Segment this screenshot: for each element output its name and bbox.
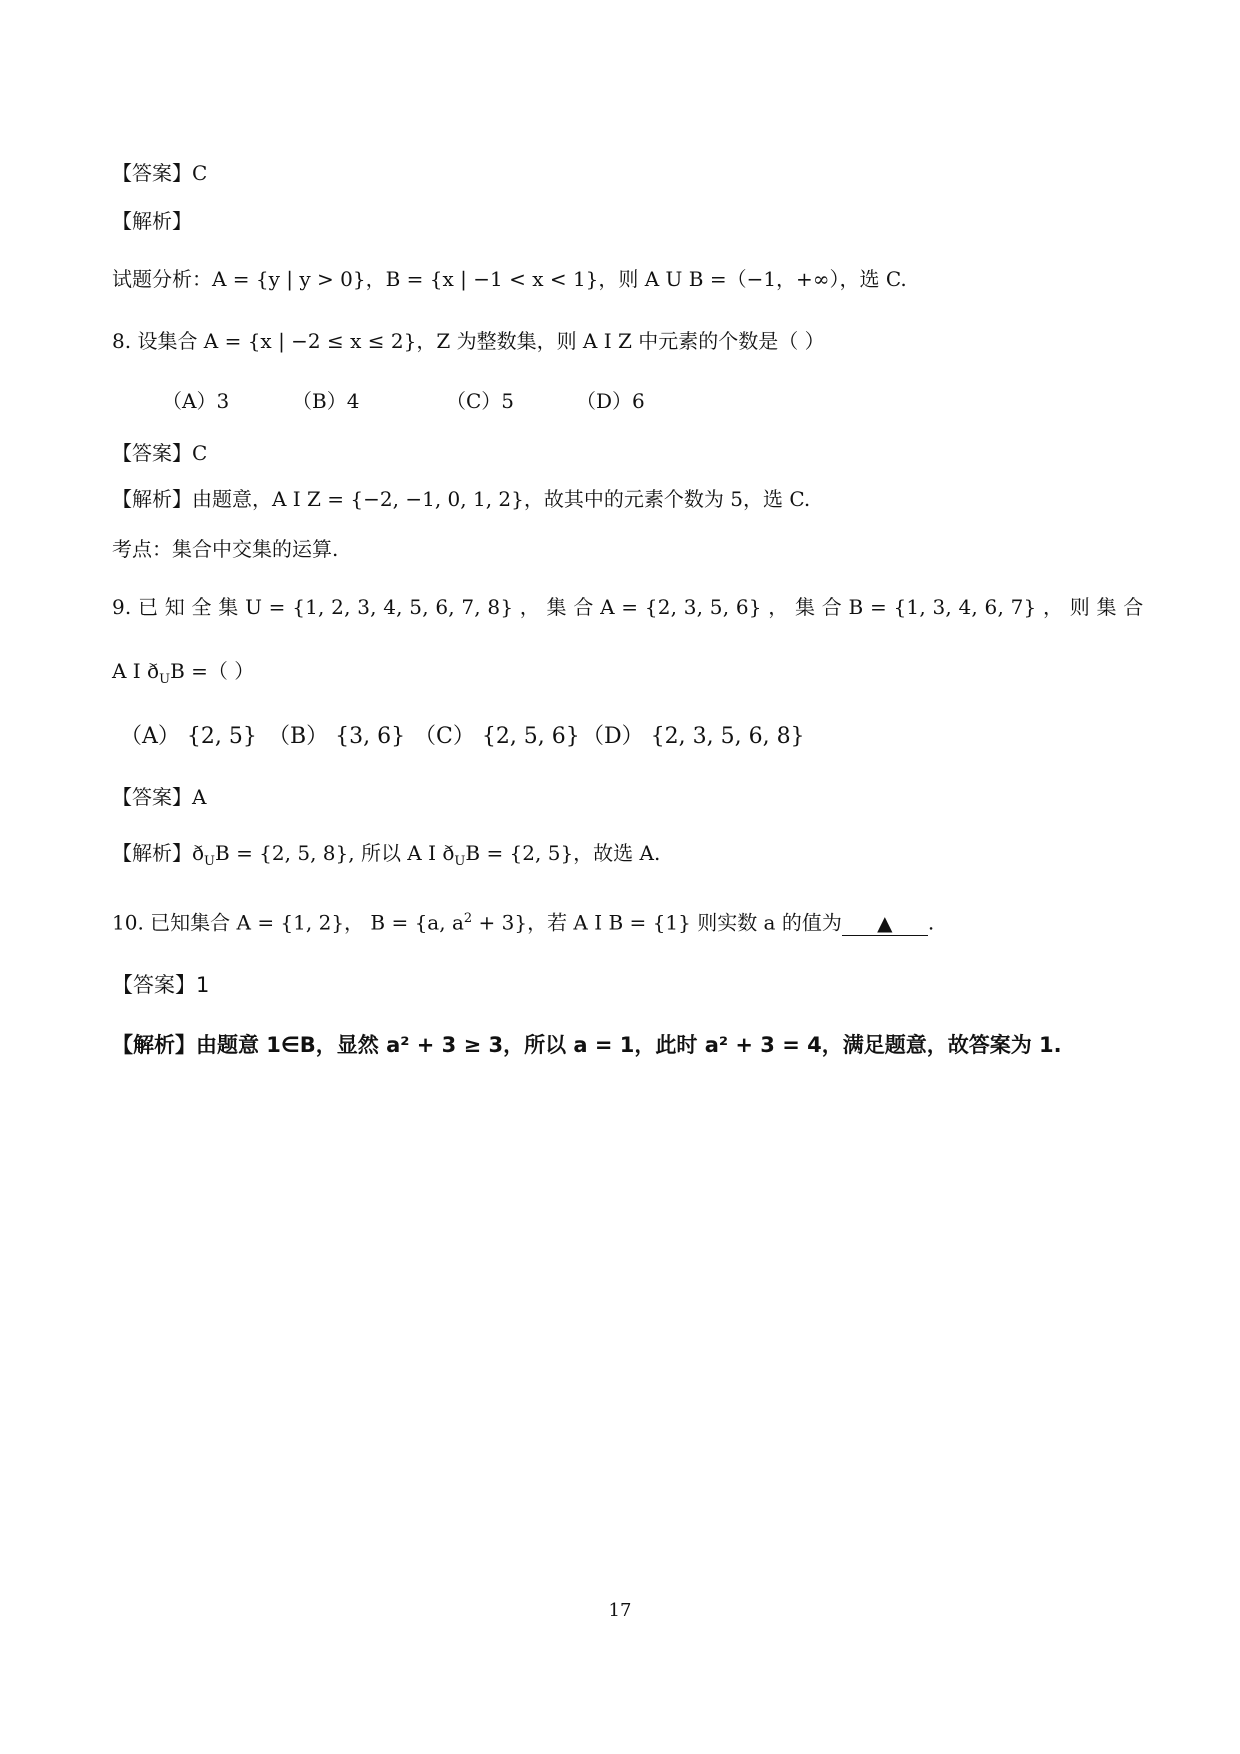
q10-part-c: . — [927, 910, 935, 935]
question-10 — [112, 904, 934, 938]
jx9-sub-2: U — [454, 854, 466, 869]
option-8-c: （C）5 — [446, 389, 515, 413]
option-9-d: （D） {2, 3, 5, 6, 8} — [582, 724, 805, 749]
page-number: 17 — [608, 1600, 632, 1621]
option-8-b: （B）4 — [292, 389, 360, 413]
answer-10: 【答案】1 — [112, 973, 210, 997]
q9-expr-b: B =（ ） — [170, 659, 255, 683]
q10-part-b: + 3}，若 A I B = {1} 则实数 a 的值为 — [472, 910, 842, 935]
answer-9: 【答案】A — [112, 785, 207, 809]
jx9-sub-1: U — [204, 854, 216, 869]
option-9-b: （B） {3, 6} — [268, 724, 406, 749]
options-9 — [0, 722, 1240, 756]
keypoint-8: 考点：集合中交集的运算. — [112, 537, 339, 561]
jx9-part-a: 【解析】ð — [112, 841, 205, 865]
answer-7: 【答案】C — [112, 161, 208, 185]
question-8: 8. 设集合 A = {x | −2 ≤ x ≤ 2}，Z 为整数集，则 A I Z 中元素的个数是（ ） — [112, 329, 825, 353]
answer-blank: ▲ — [842, 911, 928, 936]
jx9-part-c: B = {2, 5}，故选 A. — [465, 841, 661, 865]
option-8-d: （D）6 — [576, 389, 645, 413]
question-9-line2 — [112, 656, 254, 695]
q9-expr-a: A I ð — [112, 659, 160, 683]
q9-sub: U — [159, 672, 171, 687]
analysis-8: 【解析】由题意，A I Z = {−2, −1, 0, 1, 2}，故其中的元素个数为 5，选 C. — [112, 487, 811, 511]
analysis-9 — [112, 838, 660, 877]
analysis-7-label: 【解析】 — [112, 209, 192, 233]
analysis-7-text: 试题分析：A = {y | y > 0}，B = {x | −1 < x < 1}，则 A U B =（−1，+∞），选 C. — [112, 267, 907, 291]
analysis-10: 【解析】由题意 1∈B，显然 a² + 3 ≥ 3，所以 a = 1，此时 a² + 3 = 4，满足题意，故答案为 1. — [112, 1033, 1062, 1057]
option-9-c: （C） {2, 5, 6} — [414, 724, 580, 749]
option-8-a: （A）3 — [162, 389, 230, 413]
question-9-line1: 9. 已 知 全 集 U = {1, 2, 3, 4, 5, 6, 7, 8} ， 集 合 A = {2, 3, 5, 6} ， 集 合 B = {1, 3, 4, 6, 7} ， 则 集 合 — [112, 595, 1144, 619]
q10-part-a: 10. 已知集合 A = {1, 2}， B = {a, a — [112, 910, 464, 935]
answer-8: 【答案】C — [112, 441, 208, 465]
option-9-a: （A） {2, 5} — [120, 724, 257, 749]
jx9-part-b: B = {2, 5, 8}, 所以 A I ð — [215, 841, 455, 865]
q10-sup: 2 — [463, 911, 473, 926]
options-8 — [0, 386, 1240, 416]
